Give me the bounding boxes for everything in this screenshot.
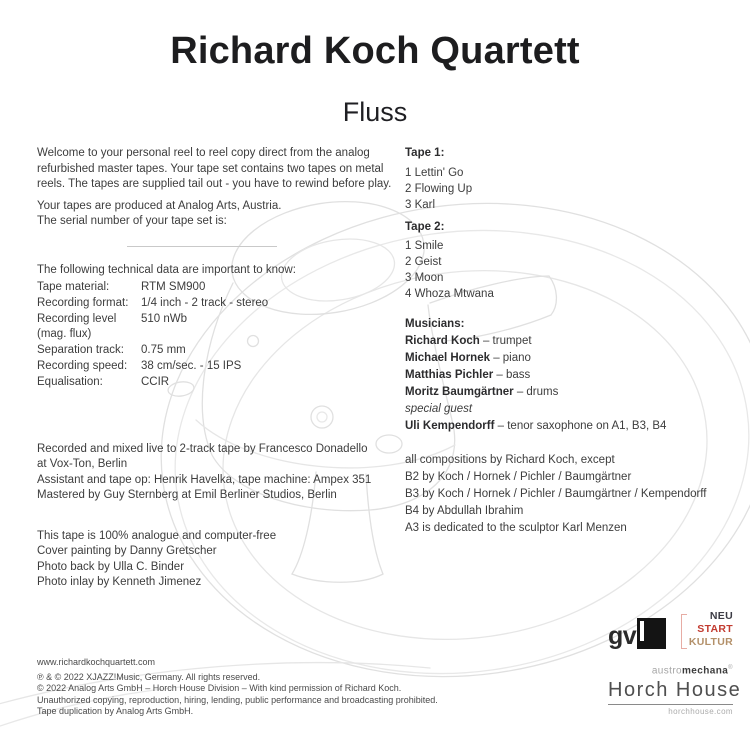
track-item: 4 Whoza Mtwana [405, 288, 494, 300]
serial-number-line-label: The serial number of your tape set is: [37, 215, 227, 227]
musician-item [405, 350, 735, 367]
track-item: 2 Geist [405, 256, 442, 268]
musician-role: – trumpet [479, 334, 532, 347]
page-title: Richard Koch Quartett [170, 30, 580, 72]
musicians-heading: Musicians: [405, 318, 465, 330]
credit-line: at Vox-Ton, Berlin [37, 458, 128, 471]
logo-zone [608, 610, 742, 717]
tech-value: CCIR [141, 375, 170, 388]
neustart-kultur-logo [681, 610, 733, 652]
technical-data-table [37, 280, 268, 391]
tape1-tracklist [405, 146, 735, 213]
track-item: 1 Lettin' Go [405, 166, 464, 179]
tech-label: Recording speed: [37, 359, 128, 372]
neustart-line3: KULTUR [688, 636, 733, 648]
musician-role: – drums [513, 385, 559, 398]
production-credits [37, 442, 393, 504]
gvl-l-bar [640, 621, 644, 641]
tech-value: 38 cm/sec. - 15 IPS [141, 359, 242, 372]
gvl-logo [608, 618, 666, 649]
credit-line: Photo back by Ulla C. Binder [37, 560, 185, 573]
tape2-heading: Tape 2: [405, 220, 445, 233]
technical-heading: The following technical data are important to know: [37, 263, 296, 276]
tape1-heading: Tape 1: [405, 147, 445, 159]
musician-item [405, 367, 735, 384]
musician-role: – bass [493, 368, 531, 381]
welcome-text: Welcome to your personal reel to reel copy direct from the analog refurbished master tapes. Your tape set contains two tapes on metal reels. The tapes are supplied tail out - you have to rewind before play. [37, 147, 392, 190]
copyright-line: ℗ & © 2022 XJAZZ!Music, Germany. All rights reserved. [37, 672, 261, 683]
tech-value: 1/4 inch - 2 track - stereo [141, 296, 269, 309]
credit-line: Recorded and mixed live to 2-track tape by Francesco Donadello [37, 442, 368, 455]
credit-line: Mastered by Guy Sternberg at Emil Berliner Studios, Berlin [37, 489, 337, 502]
gvl-logo-text: gv [608, 622, 637, 650]
track-item: 3 Moon [405, 272, 444, 284]
composition-line: A3 is dedicated to the sculptor Karl Menzen [405, 521, 627, 534]
musician-name: Richard Koch [405, 334, 480, 347]
left-column [37, 146, 393, 591]
neustart-line2: START [687, 623, 733, 636]
copyright-line: Tape duplication by Analog Arts GmbH. [37, 705, 194, 716]
compositions-section [405, 452, 735, 537]
copyright-line: Unauthorized copying, reproduction, hiring, lending, public performance and broadcasting prohibited. [37, 694, 438, 705]
austromechana-prefix: austro [651, 665, 683, 677]
musician-name: Moritz Baumgärtner [405, 385, 514, 398]
tech-value: RTM SM900 [141, 281, 206, 293]
composition-line: all compositions by Richard Koch, except [405, 453, 615, 466]
website-url: www.richardkochquartett.com [37, 657, 156, 667]
table-row [37, 375, 268, 391]
composition-line: B3 by Koch / Hornek / Pichler / Baumgärtner / Kempendorff [405, 487, 707, 500]
legal-footer [37, 657, 438, 717]
tech-label: Tape material: [37, 281, 110, 293]
austromechana-logo [608, 665, 733, 676]
guest-musician-item [405, 418, 735, 435]
horch-house-name: Horch House [608, 679, 733, 705]
credit-line: Photo inlay by Kenneth Jimenez [37, 576, 202, 589]
credit-line: Cover painting by Danny Gretscher [37, 545, 217, 558]
horch-house-logo [608, 679, 742, 717]
musician-name: Michael Hornek [405, 351, 490, 364]
musician-name: Matthias Pichler [405, 368, 494, 381]
musician-name: Uli Kempendorff [405, 419, 495, 432]
credit-line: This tape is 100% analogue and computer-free [37, 529, 277, 542]
copyright-line: © 2022 Analog Arts GmbH – Horch House Division – With kind permission of Richard Koch. [37, 683, 402, 694]
composition-line: B4 by Abdullah Ibrahim [405, 504, 524, 517]
track-item: 3 Karl [405, 198, 436, 211]
tech-label: Recording format: [37, 296, 129, 309]
horch-house-url: horchhouse.com [668, 707, 733, 717]
austromechana-bold: mechana [682, 665, 729, 677]
produced-at-line: Your tapes are produced at Analog Arts, Austria. [37, 199, 282, 212]
track-item: 1 Smile [405, 240, 444, 252]
special-guest-label: special guest [405, 402, 473, 415]
table-row [37, 312, 268, 344]
track-item: 2 Flowing Up [405, 182, 473, 195]
registered-mark: ® [728, 665, 733, 671]
tech-label: Recording level (mag. flux) [37, 312, 117, 341]
album-title: Fluss [342, 97, 408, 127]
musician-role: – piano [490, 351, 531, 364]
artwork-credits [37, 529, 393, 591]
tech-label: Equalisation: [37, 375, 103, 388]
table-row [37, 359, 268, 375]
serial-number-blank-line [127, 246, 277, 247]
header [0, 30, 750, 128]
table-row [37, 280, 268, 296]
tech-label: Separation track: [37, 344, 124, 357]
tape2-tracklist [405, 220, 735, 303]
credit-line: Assistant and tape op: Henrik Havelka, tape machine: Ampex 351 [37, 473, 372, 486]
tech-value: 510 nWb [141, 312, 188, 325]
right-column [405, 146, 735, 537]
gvl-square-icon [637, 618, 666, 649]
tech-value: 0.75 mm [141, 344, 186, 357]
composition-line: B2 by Koch / Hornek / Pichler / Baumgärtner [405, 470, 632, 483]
table-row [37, 296, 268, 312]
musicians-section [405, 317, 735, 435]
musician-item [405, 333, 735, 350]
production-note [37, 199, 393, 230]
table-row [37, 343, 268, 359]
musician-role: – tenor saxophone on A1, B3, B4 [494, 419, 667, 432]
neustart-line1: NEU [687, 610, 733, 623]
musician-item [405, 384, 735, 401]
